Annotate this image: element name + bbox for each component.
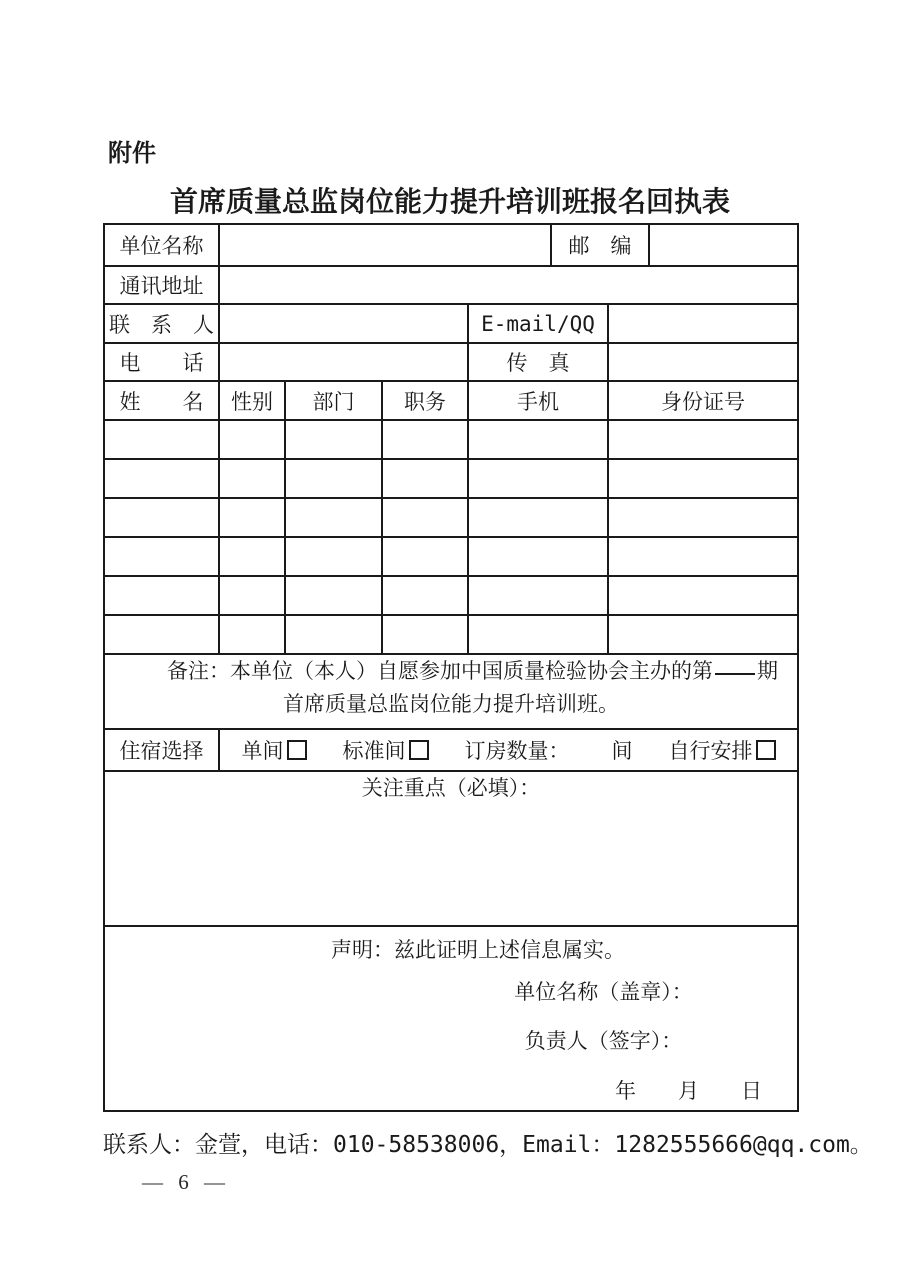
roster-cell <box>219 615 285 654</box>
roster-row <box>104 537 798 576</box>
roster-row <box>104 498 798 537</box>
postal-code-value-cell <box>649 224 798 266</box>
roster-header-gender: 性别 <box>219 381 285 420</box>
remark-row <box>104 654 798 729</box>
roster-cell <box>104 576 219 615</box>
address-value-cell <box>219 266 798 304</box>
focus-row <box>104 771 798 926</box>
address-label: 通讯地址 <box>104 266 219 304</box>
roster-cell <box>104 420 219 459</box>
roster-cell <box>468 537 608 576</box>
roster-cell <box>219 576 285 615</box>
roster-cell <box>382 576 468 615</box>
fax-label: 传 真 <box>468 343 608 381</box>
roster-cell <box>608 498 798 537</box>
row-phone <box>104 343 798 381</box>
roster-cell <box>219 537 285 576</box>
email-qq-value-cell <box>608 304 798 343</box>
declaration-row <box>104 926 798 1111</box>
roster-header-row <box>104 381 798 420</box>
footer-contact-line: 联系人：金萱，电话：010-58538006，Email：1282555666@qq.com。 <box>103 1132 873 1158</box>
accommodation-options-cell <box>219 729 798 771</box>
signer-label: 负责人（签字）： <box>524 1029 683 1053</box>
roster-cell <box>382 420 468 459</box>
email-qq-label: E-mail/QQ <box>468 304 608 343</box>
date-line: 年 月 日 <box>615 1079 762 1103</box>
postal-code-label: 邮 编 <box>551 224 649 266</box>
standard-room-checkbox <box>409 740 429 760</box>
roster-cell <box>608 615 798 654</box>
focus-label: 关注重点（必填）： <box>361 776 541 800</box>
roster-cell <box>285 420 382 459</box>
contact-person-label: 联 系 人 <box>104 304 219 343</box>
self-arrange-label: 自行安排 <box>668 739 753 763</box>
declaration-cell <box>104 926 798 1111</box>
roster-cell <box>285 459 382 498</box>
page-title: 首席质量总监岗位能力提升培训班报名回执表 <box>169 187 730 218</box>
attachment-label: 附件 <box>108 140 156 167</box>
page-number: — 6 — <box>142 1170 225 1194</box>
roster-cell <box>219 498 285 537</box>
roster-cell <box>468 576 608 615</box>
unit-name-value-cell <box>219 224 551 266</box>
roster-cell <box>382 459 468 498</box>
remark-line1 <box>105 655 797 688</box>
room-unit-label: 间 <box>611 739 633 763</box>
declaration-statement: 声明：兹此证明上述信息属实。 <box>331 938 625 962</box>
remark-line2: 首席质量总监岗位能力提升培训班。 <box>283 692 619 716</box>
remark-text: 备注：本单位（本人）自愿参加中国质量检验协会主办的第 <box>167 659 713 683</box>
remark-cell <box>104 654 798 729</box>
roster-cell <box>608 420 798 459</box>
registration-form-table <box>103 223 799 1112</box>
focus-cell <box>104 771 798 926</box>
roster-cell <box>608 459 798 498</box>
unit-name-label: 单位名称 <box>104 224 219 266</box>
roster-cell <box>382 498 468 537</box>
roster-cell <box>104 537 219 576</box>
roster-cell <box>468 420 608 459</box>
unit-seal-label: 单位名称（盖章）： <box>514 980 693 1004</box>
roster-cell <box>608 576 798 615</box>
roster-cell <box>382 537 468 576</box>
fax-value-cell <box>608 343 798 381</box>
phone-value-cell <box>219 343 468 381</box>
roster-cell <box>104 615 219 654</box>
accommodation-row <box>104 729 798 771</box>
roster-row <box>104 459 798 498</box>
session-number-blank <box>715 670 755 675</box>
single-room-checkbox <box>287 740 307 760</box>
roster-cell <box>219 459 285 498</box>
roster-cell <box>285 498 382 537</box>
roster-header-department: 部门 <box>285 381 382 420</box>
row-address <box>104 266 798 304</box>
roster-row <box>104 615 798 654</box>
remark-suffix: 期 <box>757 659 778 683</box>
roster-header-mobile: 手机 <box>468 381 608 420</box>
roster-cell <box>285 576 382 615</box>
roster-cell <box>219 420 285 459</box>
roster-cell <box>285 615 382 654</box>
roster-header-id-number: 身份证号 <box>608 381 798 420</box>
booking-qty-label: 订房数量： <box>464 739 570 763</box>
roster-cell <box>104 498 219 537</box>
row-unit-name <box>104 224 798 266</box>
roster-header-name: 姓 名 <box>104 381 219 420</box>
row-contact-person <box>104 304 798 343</box>
phone-label: 电 话 <box>104 343 219 381</box>
self-arrange-checkbox <box>756 740 776 760</box>
roster-cell <box>468 615 608 654</box>
roster-header-position: 职务 <box>382 381 468 420</box>
roster-cell <box>608 537 798 576</box>
standard-room-label: 标准间 <box>342 739 406 763</box>
roster-cell <box>382 615 468 654</box>
roster-row <box>104 576 798 615</box>
contact-person-value-cell <box>219 304 468 343</box>
single-room-label: 单间 <box>241 739 284 763</box>
roster-cell <box>468 459 608 498</box>
accommodation-label: 住宿选择 <box>104 729 219 771</box>
roster-cell <box>104 459 219 498</box>
roster-cell <box>468 498 608 537</box>
roster-cell <box>285 537 382 576</box>
roster-row <box>104 420 798 459</box>
